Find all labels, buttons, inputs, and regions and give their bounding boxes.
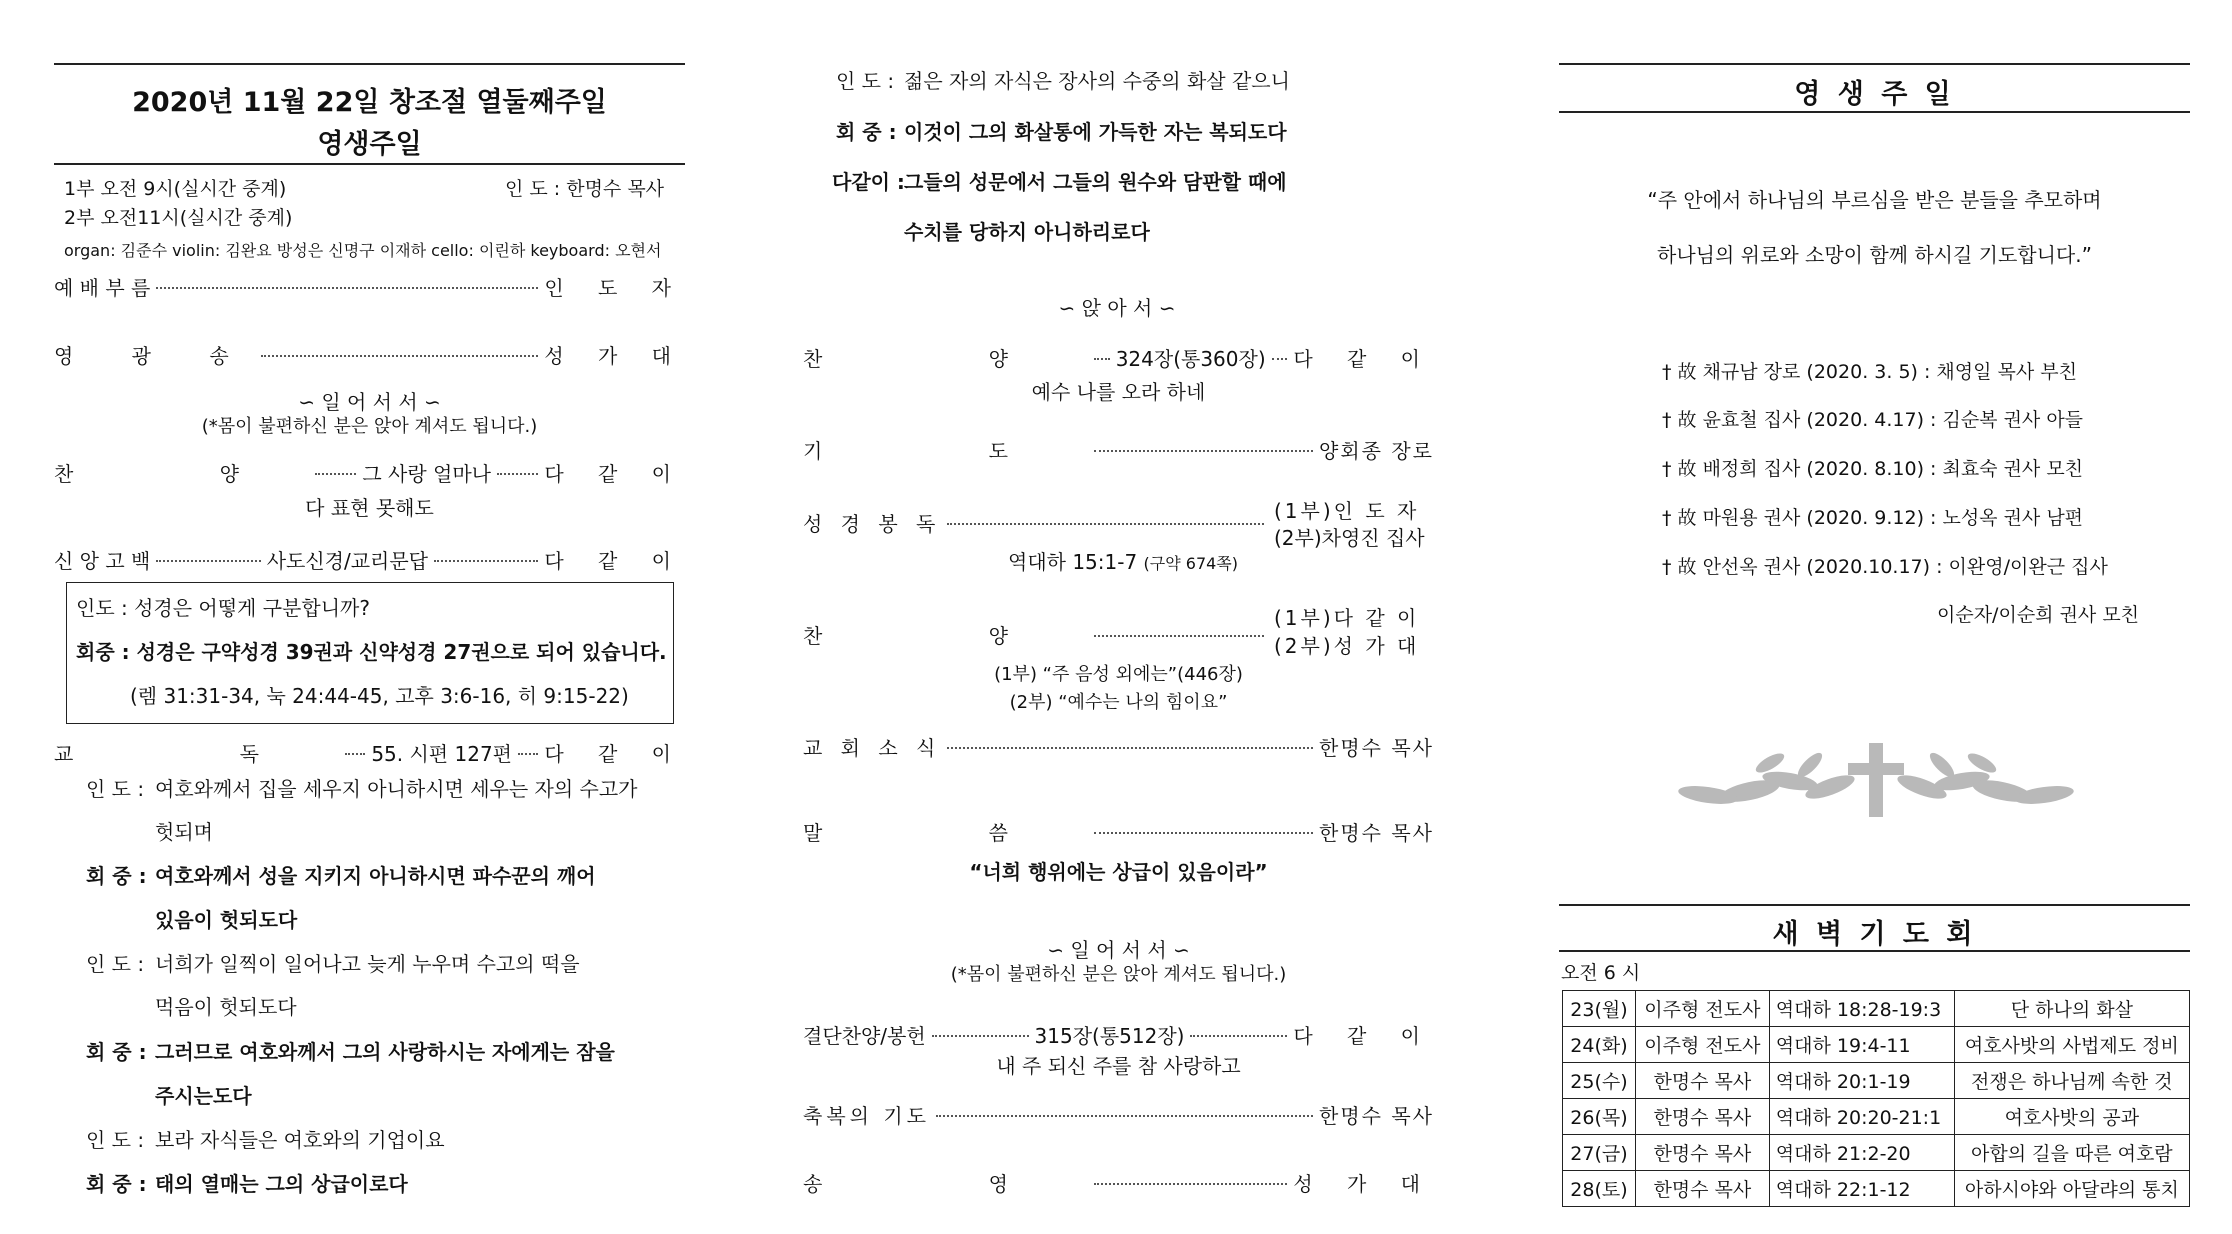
- order-label: 성 경 봉 독: [803, 512, 942, 536]
- order-creed: [54, 545, 685, 574]
- order-right: 다 같 이: [544, 462, 686, 486]
- order-offering: [803, 1020, 1434, 1049]
- reading-line: 여호와께서 성을 지키지 아니하시면 파수꾼의 깨어: [155, 864, 596, 888]
- reading-line: 여호와께서 집을 세우지 아니하시면 세우는 자의 수고가: [155, 777, 638, 801]
- order-right: 인 도 자: [544, 276, 685, 300]
- deceased-item-continued: 이순자/이순희 권사 모친: [1937, 604, 2140, 626]
- reading-congregation-label: 회 중 :: [836, 120, 897, 144]
- stand-heading: ∽ 일 어 서 서 ∽: [298, 390, 441, 414]
- reading-line: 너희가 일찍이 일어나고 늦게 누우며 수고의 떡을: [155, 952, 580, 976]
- stand-heading-2: ∽ 일 어 서 서 ∽: [1047, 938, 1190, 962]
- memorial-bottom-rule: [1559, 111, 2190, 113]
- choir-song-1: (1부) “주 음성 외에는”(446장): [994, 664, 1243, 685]
- hymn-subtitle: 다 표현 못해도: [305, 496, 434, 520]
- schedule-passage: 역대하 20:20-21:1: [1769, 1099, 1954, 1135]
- schedule-preacher: 한명수 목사: [1635, 1171, 1769, 1207]
- service-time-2: 2부 오전11시(실시간 중계): [64, 207, 293, 229]
- stand-note: (*몸이 불편하신 분은 앉아 계셔도 됩니다.): [201, 416, 538, 437]
- order-label: 교 회 소 식: [803, 736, 942, 760]
- creed-title: 사도신경/교리문답: [266, 549, 428, 573]
- order-label: 말 씀: [803, 821, 1088, 845]
- order-label: 찬 양: [803, 624, 1088, 648]
- reading-line: 주시는도다: [155, 1084, 252, 1108]
- order-responsive-reading: [54, 738, 685, 767]
- reading-line: 보라 자식들은 여호와의 기업이요: [155, 1128, 445, 1152]
- order-right: 한명수 목사: [1319, 1104, 1434, 1128]
- reading-line: 먹음이 헛되도다: [155, 995, 297, 1019]
- musicians: organ: 김준수 violin: 김완요 방성은 신명구 이재하 cello: 이린하 keyboard: 오현서: [64, 241, 662, 260]
- schedule-preacher: 이주형 전도사: [1635, 1027, 1769, 1063]
- responsive-title: 55. 시편 127편: [371, 742, 512, 766]
- catechism-answer: 회중 : 성경은 구약성경 39권과 신약성경 27권으로 되어 있습니다.: [76, 640, 667, 664]
- order-right: 양회종 장로: [1319, 439, 1434, 463]
- order-right: 다 같 이: [544, 549, 686, 573]
- service-time-1: 1부 오전 9시(실시간 중계): [64, 178, 287, 200]
- schedule-topic: 전쟁은 하나님께 속한 것: [1954, 1063, 2189, 1099]
- schedule-passage: 역대하 18:28-19:3: [1769, 991, 1954, 1027]
- sit-heading: ∽ 앉 아 서 ∽: [1058, 296, 1176, 320]
- choir-song-2: (2부) “예수는 나의 힘이요”: [1009, 692, 1228, 713]
- scripture-ref-page: (구약 674쪽): [1143, 554, 1239, 573]
- memorial-line-2: 하나님의 위로와 소망이 함께 하시길 기도합니다.”: [1657, 243, 2092, 267]
- scripture-reader-1: (1부)인 도 자: [1274, 499, 1420, 523]
- schedule-preacher: 한명수 목사: [1635, 1063, 1769, 1099]
- order-right: 다 같 이: [1293, 347, 1435, 371]
- offering-title: 315장(통512장): [1034, 1024, 1185, 1048]
- bulletin-subtitle: 영생주일: [317, 129, 422, 160]
- order-label: 송 영: [803, 1172, 1088, 1196]
- catechism-question: 인도 : 성경은 어떻게 구분합니까?: [76, 596, 370, 620]
- order-right: 성 가 대: [1293, 1172, 1434, 1196]
- schedule-topic: 여호사밧의 사법제도 정비: [1954, 1027, 2189, 1063]
- scripture-ref-text: 역대하 15:1-7: [1008, 550, 1138, 574]
- table-row: [1563, 1063, 2190, 1099]
- reading-congregation-label: 회 중 :: [86, 864, 147, 888]
- reading-line: 헛되며: [155, 820, 213, 844]
- order-label: 축복의 기도: [803, 1104, 930, 1128]
- schedule-topic: 여호사밧의 공과: [1954, 1099, 2189, 1135]
- order-label: 교 독: [54, 742, 339, 766]
- order-call-to-worship: [54, 272, 685, 301]
- dawn-prayer-title: 새 벽 기 도 회: [1772, 919, 1977, 950]
- schedule-passage: 역대하 22:1-12: [1769, 1171, 1954, 1207]
- reading-all-label: 다같이 :: [832, 170, 905, 194]
- order-label: 찬 양: [803, 347, 1088, 371]
- left-title-rule: [54, 163, 685, 165]
- bulletin-title: 2020년 11월 22일 창조절 열둘째주일: [132, 87, 607, 118]
- dawn-schedule-table: [1562, 990, 2190, 1207]
- cross-ornament-icon: [1670, 735, 2080, 825]
- schedule-preacher: 한명수 목사: [1635, 1135, 1769, 1171]
- order-right: 한명수 목사: [1319, 821, 1434, 845]
- order-label: 신 앙 고 백: [54, 549, 151, 573]
- reading-line: 있음이 헛되도다: [155, 908, 298, 932]
- deceased-item: † 故 배정희 집사 (2020. 8.10) : 최효숙 권사 모친: [1662, 458, 2084, 480]
- deceased-item: † 故 윤효철 집사 (2020. 4.17) : 김순복 권사 아들: [1662, 409, 2084, 431]
- order-label: 영 광 송: [54, 344, 255, 368]
- schedule-day: 27(금): [1563, 1135, 1636, 1171]
- schedule-day: 23(월): [1563, 991, 1636, 1027]
- schedule-day: 26(목): [1563, 1099, 1636, 1135]
- table-row: [1563, 1171, 2190, 1207]
- order-announcements: [803, 732, 1434, 761]
- offering-subtitle: 내 주 되신 주를 참 사랑하고: [996, 1054, 1241, 1078]
- schedule-passage: 역대하 21:2-20: [1769, 1135, 1954, 1171]
- memorial-title: 영 생 주 일: [1794, 79, 1955, 110]
- sermon-title: “너희 행위에는 상급이 있음이라”: [969, 860, 1268, 884]
- reading-line: 수치를 당하지 아니하리로다: [904, 220, 1150, 244]
- choir-right-1: (1부)다 같 이: [1274, 606, 1420, 630]
- catechism-references: (렘 31:31-34, 눅 24:44-45, 고후 3:6-16, 히 9:15-22): [130, 684, 629, 708]
- left-top-rule: [54, 63, 685, 65]
- dawn-top-rule: [1559, 904, 2190, 906]
- memorial-top-rule: [1559, 63, 2190, 65]
- hymn-title: 그 사랑 얼마나: [362, 462, 491, 486]
- scripture-reader-2: (2부)차영진 집사: [1274, 526, 1425, 550]
- dawn-bottom-rule: [1559, 950, 2190, 952]
- order-gloria: [54, 340, 685, 369]
- table-row: [1563, 1027, 2190, 1063]
- reading-line: 그러므로 여호와께서 그의 사랑하시는 자에게는 잠을: [155, 1040, 615, 1064]
- order-label: 결단찬양/봉헌: [803, 1024, 926, 1048]
- order-sermon: [803, 817, 1434, 846]
- schedule-day: 28(토): [1563, 1171, 1636, 1207]
- order-right: 한명수 목사: [1319, 736, 1434, 760]
- order-benediction: [803, 1100, 1434, 1129]
- order-label: 예 배 부 름: [54, 276, 151, 300]
- order-right: 다 같 이: [1293, 1024, 1434, 1048]
- reading-line: 그들의 성문에서 그들의 원수와 담판할 때에: [904, 170, 1287, 194]
- memorial-line-1: “주 안에서 하나님의 부르심을 받은 분들을 추모하며: [1647, 188, 2102, 212]
- table-row: [1563, 1135, 2190, 1171]
- praise-subtitle: 예수 나를 오라 하네: [1031, 380, 1206, 404]
- schedule-passage: 역대하 20:1-19: [1769, 1063, 1954, 1099]
- service-leader: 인 도 : 한명수 목사: [505, 178, 665, 200]
- reading-line: 이것이 그의 화살통에 가득한 자는 복되도다: [904, 120, 1287, 144]
- order-hymn: [54, 458, 685, 487]
- order-praise: [803, 343, 1434, 372]
- reading-line: 태의 열매는 그의 상급이로다: [155, 1172, 408, 1196]
- order-right: 성 가 대: [544, 344, 685, 368]
- reading-leader-label: 인 도 :: [86, 1128, 145, 1152]
- schedule-topic: 단 하나의 화살: [1954, 991, 2189, 1027]
- table-row: [1563, 1099, 2190, 1135]
- deceased-item: † 故 마원용 권사 (2020. 9.12) : 노성옥 권사 남편: [1662, 507, 2084, 529]
- order-prayer: [803, 435, 1434, 464]
- table-row: [1563, 991, 2190, 1027]
- stand-note-2: (*몸이 불편하신 분은 앉아 계셔도 됩니다.): [950, 964, 1287, 985]
- schedule-topic: 아합의 길을 따른 여호람: [1954, 1135, 2189, 1171]
- reading-leader-label: 인 도 :: [836, 69, 895, 93]
- scripture-reference: [1008, 546, 1238, 575]
- deceased-item: † 故 채규남 장로 (2020. 3. 5) : 채영일 목사 부친: [1662, 361, 2077, 383]
- deceased-item: † 故 안선옥 권사 (2020.10.17) : 이완영/이완근 집사: [1662, 556, 2108, 578]
- order-label: 찬 양: [54, 462, 309, 486]
- schedule-day: 24(화): [1563, 1027, 1636, 1063]
- schedule-preacher: 한명수 목사: [1635, 1099, 1769, 1135]
- schedule-topic: 아하시야와 아달랴의 통치: [1954, 1171, 2189, 1207]
- schedule-preacher: 이주형 전도사: [1635, 991, 1769, 1027]
- order-label: 기 도: [803, 439, 1088, 463]
- choir-right-2: (2부)성 가 대: [1274, 634, 1420, 658]
- reading-leader-label: 인 도 :: [86, 777, 145, 801]
- order-right: 다 같 이: [544, 742, 685, 766]
- reading-leader-label: 인 도 :: [86, 952, 145, 976]
- order-doxology: [803, 1168, 1434, 1197]
- reading-line: 젊은 자의 자식은 장사의 수중의 화살 같으니: [904, 69, 1290, 93]
- schedule-passage: 역대하 19:4-11: [1769, 1027, 1954, 1063]
- order-choir: [803, 620, 1270, 649]
- schedule-day: 25(수): [1563, 1063, 1636, 1099]
- praise-title: 324장(통360장): [1115, 347, 1266, 371]
- reading-congregation-label: 회 중 :: [86, 1172, 147, 1196]
- dawn-prayer-time: 오전 6 시: [1561, 962, 1641, 984]
- order-scripture: [803, 508, 1270, 537]
- reading-congregation-label: 회 중 :: [86, 1040, 147, 1064]
